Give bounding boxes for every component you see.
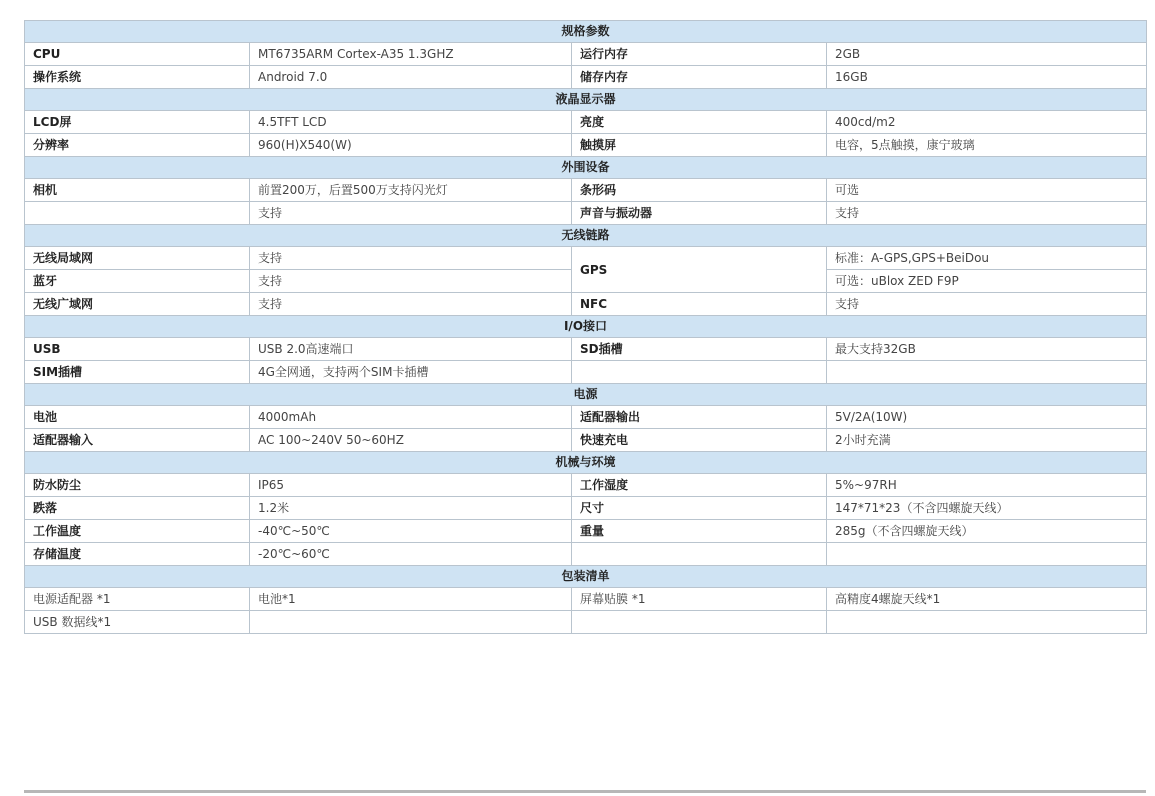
spec-value: 960(H)X540(W) xyxy=(250,134,572,157)
section-header xyxy=(25,452,1147,474)
spec-value: 4G全网通，支持两个SIM卡插槽 xyxy=(250,361,572,384)
section-title-mech: 机械与环境 xyxy=(25,452,1147,474)
spec-value: 16GB xyxy=(827,66,1147,89)
spec-value: AC 100~240V 50~60HZ xyxy=(250,429,572,452)
pack-item: 高精度4螺旋天线*1 xyxy=(827,588,1147,611)
spec-key: CPU xyxy=(25,43,250,66)
table-row xyxy=(25,543,1147,566)
section-header xyxy=(25,157,1147,179)
spec-key: 重量 xyxy=(572,520,827,543)
spec-value: 可选 xyxy=(827,179,1147,202)
spec-key: 亮度 xyxy=(572,111,827,134)
spec-value: 5%~97RH xyxy=(827,474,1147,497)
spec-key: 电池 xyxy=(25,406,250,429)
spec-key: 分辨率 xyxy=(25,134,250,157)
spec-key: SD插槽 xyxy=(572,338,827,361)
bottom-divider xyxy=(24,790,1146,793)
section-header xyxy=(25,89,1147,111)
spec-value: 147*71*23（不含四螺旋天线） xyxy=(827,497,1147,520)
table-row xyxy=(25,429,1147,452)
spec-key: 声音与振动器 xyxy=(572,202,827,225)
spec-value: 前置200万，后置500万支持闪光灯 xyxy=(250,179,572,202)
table-row xyxy=(25,497,1147,520)
spec-value: IP65 xyxy=(250,474,572,497)
spec-key: 条形码 xyxy=(572,179,827,202)
spec-value: Android 7.0 xyxy=(250,66,572,89)
spec-key: LCD屏 xyxy=(25,111,250,134)
spec-key: SIM插槽 xyxy=(25,361,250,384)
pack-item: USB 数据线*1 xyxy=(25,611,250,634)
spec-value: 标准：A-GPS,GPS+BeiDou xyxy=(827,247,1147,270)
spec-value: -40℃~50℃ xyxy=(250,520,572,543)
section-title-spec: 规格参数 xyxy=(25,21,1147,43)
table-row xyxy=(25,179,1147,202)
table-row xyxy=(25,520,1147,543)
spec-key-empty xyxy=(572,361,827,384)
spec-key: 操作系统 xyxy=(25,66,250,89)
table-row xyxy=(25,474,1147,497)
section-title-power: 电源 xyxy=(25,384,1147,406)
pack-item-empty xyxy=(572,611,827,634)
spec-value: 电容，5点触摸，康宁玻璃 xyxy=(827,134,1147,157)
spec-key: 工作湿度 xyxy=(572,474,827,497)
spec-key-empty xyxy=(25,202,250,225)
table-row xyxy=(25,111,1147,134)
spec-key: 无线广域网 xyxy=(25,293,250,316)
table-row xyxy=(25,361,1147,384)
spec-key: 蓝牙 xyxy=(25,270,250,293)
spec-value: MT6735ARM Cortex-A35 1.3GHZ xyxy=(250,43,572,66)
spec-value: 4.5TFT LCD xyxy=(250,111,572,134)
spec-value: 1.2米 xyxy=(250,497,572,520)
spec-value: 支持 xyxy=(250,270,572,293)
spec-key: 触摸屏 xyxy=(572,134,827,157)
section-title-wireless: 无线链路 xyxy=(25,225,1147,247)
section-header xyxy=(25,225,1147,247)
section-header xyxy=(25,384,1147,406)
table-row xyxy=(25,611,1147,634)
section-title-pack: 包装清单 xyxy=(25,566,1147,588)
spec-key: NFC xyxy=(572,293,827,316)
table-row xyxy=(25,406,1147,429)
spec-value: 可选：uBlox ZED F9P xyxy=(827,270,1147,293)
spec-key: 存储温度 xyxy=(25,543,250,566)
spec-value: -20℃~60℃ xyxy=(250,543,572,566)
table-row xyxy=(25,43,1147,66)
pack-item: 屏幕贴膜 *1 xyxy=(572,588,827,611)
spec-value: 支持 xyxy=(827,202,1147,225)
spec-value: 400cd/m2 xyxy=(827,111,1147,134)
table-row xyxy=(25,293,1147,316)
spec-value: 2GB xyxy=(827,43,1147,66)
spec-key: 相机 xyxy=(25,179,250,202)
spec-key-empty xyxy=(572,543,827,566)
table-row xyxy=(25,588,1147,611)
pack-item: 电源适配器 *1 xyxy=(25,588,250,611)
spec-key: 运行内存 xyxy=(572,43,827,66)
pack-item: 电池*1 xyxy=(250,588,572,611)
spec-value: 285g（不含四螺旋天线） xyxy=(827,520,1147,543)
spec-key: 适配器输出 xyxy=(572,406,827,429)
spec-value: USB 2.0高速端口 xyxy=(250,338,572,361)
spec-key: 适配器输入 xyxy=(25,429,250,452)
spec-value: 支持 xyxy=(250,293,572,316)
spec-key: 尺寸 xyxy=(572,497,827,520)
section-title-lcd: 液晶显示器 xyxy=(25,89,1147,111)
section-title-periph: 外围设备 xyxy=(25,157,1147,179)
spec-value: 支持 xyxy=(827,293,1147,316)
section-header xyxy=(25,316,1147,338)
pack-item-empty xyxy=(250,611,572,634)
table-row xyxy=(25,247,1147,270)
spec-value: 5V/2A(10W) xyxy=(827,406,1147,429)
spec-key: 防水防尘 xyxy=(25,474,250,497)
spec-value-empty xyxy=(827,543,1147,566)
spec-value: 4000mAh xyxy=(250,406,572,429)
table-row xyxy=(25,202,1147,225)
section-header xyxy=(25,566,1147,588)
spec-value: 支持 xyxy=(250,247,572,270)
spec-key: 工作温度 xyxy=(25,520,250,543)
spec-key: GPS xyxy=(572,247,827,293)
spec-value: 最大支持32GB xyxy=(827,338,1147,361)
spec-key: 跌落 xyxy=(25,497,250,520)
spec-value: 支持 xyxy=(250,202,572,225)
spec-value: 2小时充满 xyxy=(827,429,1147,452)
spec-key: 无线局域网 xyxy=(25,247,250,270)
table-row xyxy=(25,134,1147,157)
spec-table xyxy=(24,20,1147,634)
pack-item-empty xyxy=(827,611,1147,634)
spec-key: USB xyxy=(25,338,250,361)
section-header xyxy=(25,21,1147,43)
table-row xyxy=(25,66,1147,89)
section-title-io: I/O接口 xyxy=(25,316,1147,338)
table-row xyxy=(25,338,1147,361)
spec-key: 快速充电 xyxy=(572,429,827,452)
spec-value-empty xyxy=(827,361,1147,384)
spec-key: 储存内存 xyxy=(572,66,827,89)
